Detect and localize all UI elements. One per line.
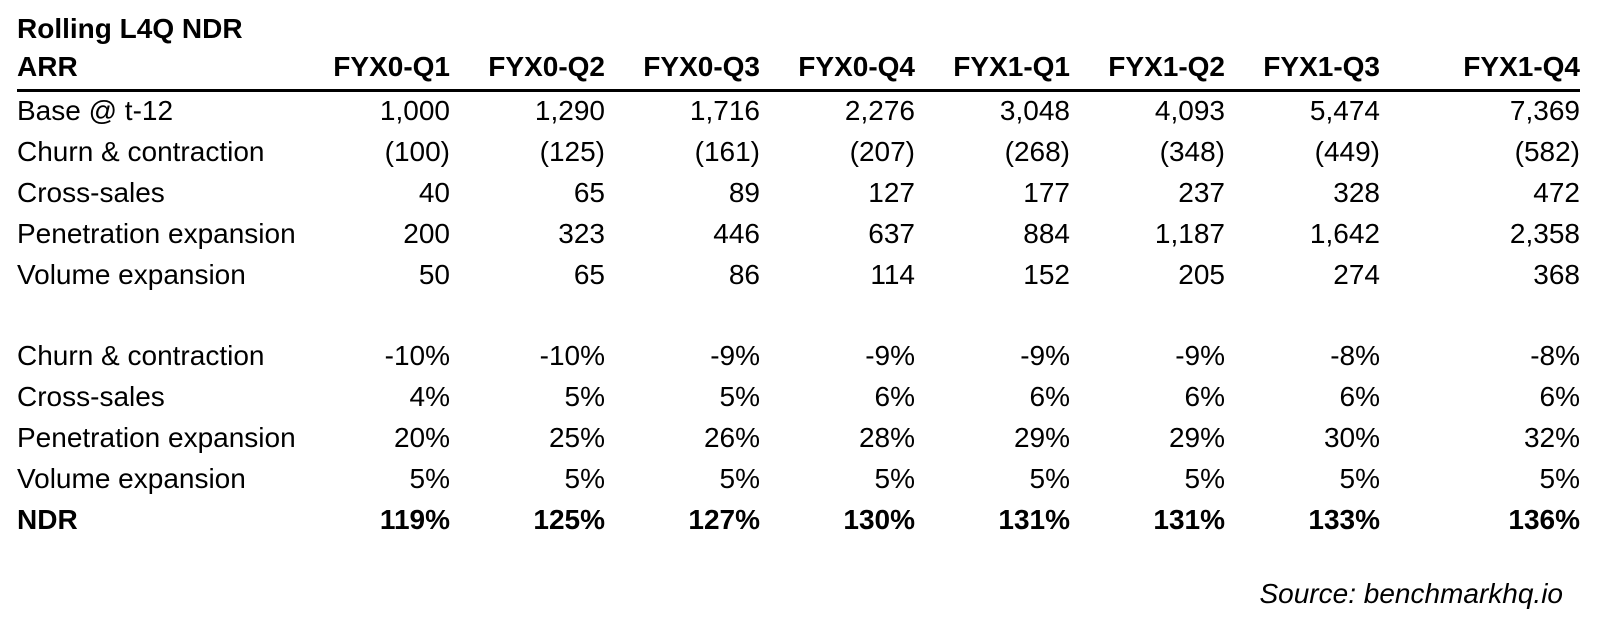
cell-value: 26% <box>703 421 760 453</box>
column-header-quarter: FYX0-Q4 <box>760 46 915 90</box>
arr-values-section <box>17 90 1580 295</box>
cell-value: 328 <box>1333 176 1380 208</box>
table-row <box>17 458 1580 499</box>
cell-value: 152 <box>1023 258 1070 290</box>
row-label: Churn & contraction <box>17 135 265 167</box>
cell-value: 2,276 <box>844 95 915 127</box>
cell-value: 5% <box>1539 462 1580 494</box>
cell-value: 368 <box>1533 258 1580 290</box>
cell-value: 125% <box>533 503 605 535</box>
table-row <box>17 417 1580 458</box>
cell-value: 1,642 <box>1309 217 1380 249</box>
total-section <box>17 499 1580 540</box>
cell-value: (449) <box>1314 135 1380 167</box>
cell-value: -9% <box>1020 339 1070 371</box>
cell-value: 4% <box>409 380 450 412</box>
spacer-row <box>17 295 1580 335</box>
column-header-quarter: FYX1-Q2 <box>1070 46 1225 90</box>
cell-value: 127% <box>688 503 760 535</box>
table-title: Rolling L4Q NDR <box>17 13 243 44</box>
cell-value: 6% <box>1029 380 1070 412</box>
cell-value: 65 <box>573 258 605 290</box>
column-header-quarter: FYX0-Q3 <box>605 46 760 90</box>
cell-value: 89 <box>728 176 760 208</box>
cell-value: 5% <box>874 462 915 494</box>
cell-value: 119% <box>379 503 450 535</box>
row-label: Churn & contraction <box>17 339 265 371</box>
row-label: Cross-sales <box>17 380 165 412</box>
header-row <box>17 46 1580 90</box>
cell-value: 30% <box>1323 421 1380 453</box>
cell-value: 3,048 <box>999 95 1070 127</box>
cell-value: 323 <box>558 217 605 249</box>
cell-value: 131% <box>998 503 1070 535</box>
cell-value: 20% <box>393 421 450 453</box>
cell-value: 1,000 <box>379 95 450 127</box>
table-row <box>17 376 1580 417</box>
column-header-quarter: FYX1-Q4 <box>1380 46 1580 90</box>
spacer-section <box>17 295 1580 335</box>
row-label: NDR <box>17 503 78 535</box>
cell-value: 5% <box>564 380 605 412</box>
column-header-arr: ARR <box>17 46 295 90</box>
ndr-total-row <box>17 499 1580 540</box>
column-header-quarter: FYX1-Q3 <box>1225 46 1380 90</box>
column-header-quarter: FYX0-Q2 <box>450 46 605 90</box>
cell-value: 25% <box>548 421 605 453</box>
cell-value: (161) <box>694 135 760 167</box>
cell-value: (207) <box>849 135 915 167</box>
table-row <box>17 335 1580 376</box>
cell-value: 237 <box>1178 176 1225 208</box>
cell-value: -9% <box>710 339 760 371</box>
cell-value: 1,716 <box>689 95 760 127</box>
cell-value: 5% <box>564 462 605 494</box>
cell-value: 200 <box>403 217 450 249</box>
table-row <box>17 172 1580 213</box>
cell-value: 2,358 <box>1509 217 1580 249</box>
table-row <box>17 90 1580 131</box>
cell-value: (125) <box>539 135 605 167</box>
cell-value: 6% <box>874 380 915 412</box>
cell-value: 65 <box>573 176 605 208</box>
cell-value: -9% <box>1175 339 1225 371</box>
cell-value: 28% <box>858 421 915 453</box>
cell-value: 5% <box>1184 462 1225 494</box>
cell-value: 133% <box>1308 503 1380 535</box>
percent-of-base-section <box>17 335 1580 499</box>
cell-value: 5% <box>719 380 760 412</box>
cell-value: 114 <box>870 258 915 290</box>
cell-value: -10% <box>384 339 450 371</box>
cell-value: 131% <box>1153 503 1225 535</box>
cell-value: 136% <box>1508 503 1580 535</box>
row-label: Cross-sales <box>17 176 165 208</box>
cell-value: 1,290 <box>534 95 605 127</box>
cell-value: 127 <box>868 176 915 208</box>
row-label: Volume expansion <box>17 462 246 494</box>
cell-value: 274 <box>1333 258 1380 290</box>
cell-value: 5,474 <box>1309 95 1380 127</box>
spacer-cell <box>17 295 1580 335</box>
cell-value: -9% <box>865 339 915 371</box>
cell-value: 29% <box>1013 421 1070 453</box>
cell-value: 5% <box>409 462 450 494</box>
row-label: Volume expansion <box>17 258 246 290</box>
cell-value: (348) <box>1159 135 1225 167</box>
cell-value: 29% <box>1168 421 1225 453</box>
cell-value: (268) <box>1004 135 1070 167</box>
cell-value: (100) <box>384 135 450 167</box>
table-row <box>17 131 1580 172</box>
cell-value: 884 <box>1023 217 1070 249</box>
ndr-table <box>17 46 1580 540</box>
cell-value: 472 <box>1533 176 1580 208</box>
cell-value: 446 <box>713 217 760 249</box>
cell-value: 177 <box>1023 176 1070 208</box>
table-row <box>17 254 1580 295</box>
row-label: Base @ t-12 <box>17 95 174 127</box>
cell-value: 50 <box>418 258 450 290</box>
cell-value: -8% <box>1530 339 1580 371</box>
cell-value: 7,369 <box>1509 95 1580 127</box>
cell-value: (582) <box>1514 135 1580 167</box>
cell-value: 130% <box>843 503 915 535</box>
cell-value: 6% <box>1339 380 1380 412</box>
cell-value: 32% <box>1523 421 1580 453</box>
cell-value: 40 <box>418 176 450 208</box>
cell-value: 1,187 <box>1154 217 1225 249</box>
cell-value: 5% <box>719 462 760 494</box>
cell-value: -10% <box>539 339 605 371</box>
cell-value: 637 <box>868 217 915 249</box>
source-note: Source: benchmarkhq.io <box>1259 578 1563 609</box>
cell-value: 5% <box>1339 462 1380 494</box>
row-label: Penetration expansion <box>17 217 296 249</box>
cell-value: 5% <box>1029 462 1070 494</box>
cell-value: -8% <box>1330 339 1380 371</box>
table-row <box>17 213 1580 254</box>
row-label: Penetration expansion <box>17 421 296 453</box>
column-header-quarter: FYX1-Q1 <box>915 46 1070 90</box>
cell-value: 4,093 <box>1154 95 1225 127</box>
cell-value: 86 <box>728 258 760 290</box>
column-header-quarter: FYX0-Q1 <box>295 46 450 90</box>
cell-value: 205 <box>1178 258 1225 290</box>
cell-value: 6% <box>1539 380 1580 412</box>
cell-value: 6% <box>1184 380 1225 412</box>
